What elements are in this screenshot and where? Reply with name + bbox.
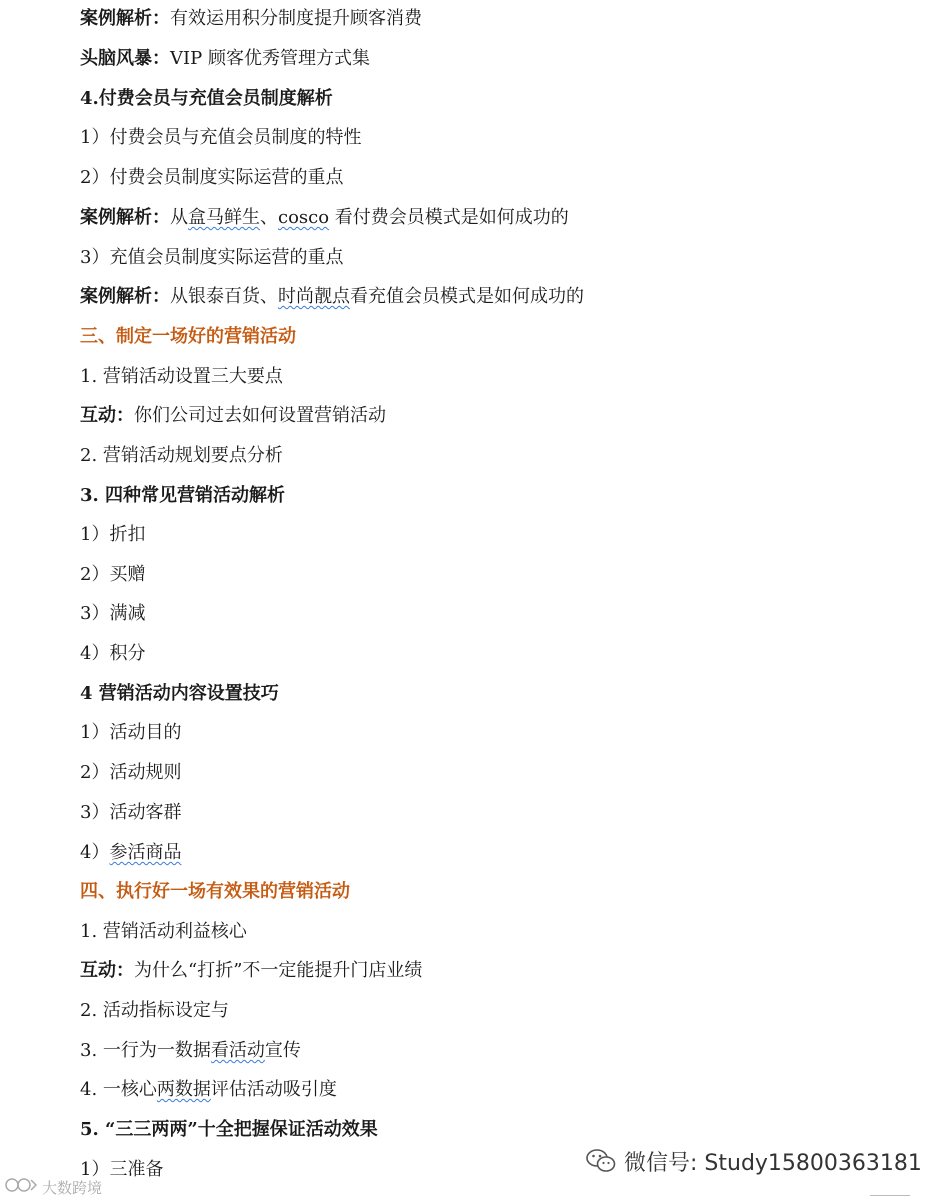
line-text: 有效运用积分制度提升顾客消费 xyxy=(170,8,422,29)
line-text: 3. 一行为一数据 xyxy=(80,1040,211,1061)
line-prefix: 案例解析： xyxy=(80,286,170,307)
list-item: 2）活动规则 xyxy=(80,762,182,783)
line-text: 评估活动吸引度 xyxy=(210,1079,337,1100)
line-text: 看付费会员模式是如何成功的 xyxy=(329,207,569,228)
subheading: 4.付费会员与充值会员制度解析 xyxy=(80,88,333,109)
spellcheck-word: 看活动 xyxy=(210,1040,265,1061)
wechat-watermark xyxy=(586,1146,922,1176)
list-item: 3）满减 xyxy=(80,603,146,624)
list-item xyxy=(80,841,181,865)
section-heading: 四、执行好一场有效果的营销活动 xyxy=(80,881,350,902)
list-item: 2）买赠 xyxy=(80,564,146,585)
corner-logo xyxy=(4,1176,102,1198)
list-item xyxy=(80,1078,337,1102)
spellcheck-word: 盒马鲜生 xyxy=(188,207,260,228)
case-analysis-line xyxy=(80,206,569,230)
list-item: 1）活动目的 xyxy=(80,722,182,743)
line-prefix: 互动： xyxy=(80,960,134,981)
list-item xyxy=(80,1039,301,1063)
line-prefix: 互动： xyxy=(80,405,134,426)
spellcheck-word: cosco xyxy=(278,207,330,228)
subheading: 3. 四种常见营销活动解析 xyxy=(80,485,286,506)
wechat-icon xyxy=(586,1148,616,1174)
line-prefix: 头脑风暴： xyxy=(80,48,170,69)
section-heading: 三、制定一场好的营销活动 xyxy=(80,326,296,347)
wechat-id-label: 微信号: Study15800363181 xyxy=(624,1150,922,1176)
line-text: 4） xyxy=(80,842,110,863)
line-text: 、 xyxy=(260,207,278,228)
list-item: 2. 营销活动规划要点分析 xyxy=(80,445,283,466)
interaction-line xyxy=(80,959,422,983)
list-item: 1. 营销活动设置三大要点 xyxy=(80,366,283,387)
list-item: 1）三准备 xyxy=(80,1159,164,1180)
list-item: 1. 营销活动利益核心 xyxy=(80,921,247,942)
line-text: 宣传 xyxy=(264,1040,301,1061)
subheading: 4 营销活动内容设置技巧 xyxy=(80,683,279,704)
logo-icon xyxy=(4,1176,38,1198)
list-item: 3）活动客群 xyxy=(80,802,182,823)
list-item: 1）折扣 xyxy=(80,524,146,545)
interaction-line xyxy=(80,404,386,428)
page-corner-mark xyxy=(870,1195,910,1202)
line-text: 你们公司过去如何设置营销活动 xyxy=(134,405,386,426)
list-item: 4）积分 xyxy=(80,643,146,664)
logo-label: 大数跨境 xyxy=(42,1178,103,1197)
list-item: 2）付费会员制度实际运营的重点 xyxy=(80,167,344,188)
line-text: 看充值会员模式是如何成功的 xyxy=(350,286,584,307)
case-analysis-line xyxy=(80,285,584,309)
spellcheck-word: 参活商品 xyxy=(109,842,182,863)
list-item: 3）充值会员制度实际运营的重点 xyxy=(80,247,344,268)
line-prefix: 案例解析： xyxy=(80,8,170,29)
spellcheck-word: 时尚靓点 xyxy=(278,286,350,307)
case-analysis-line xyxy=(80,7,422,31)
line-text: 从 xyxy=(170,207,188,228)
line-prefix: 案例解析： xyxy=(80,207,170,228)
spellcheck-word: 两数据 xyxy=(156,1079,211,1100)
line-text: 从银泰百货、 xyxy=(170,286,278,307)
line-text: VIP 顾客优秀管理方式集 xyxy=(170,48,370,69)
subheading: 5. “三三两两”十全把握保证活动效果 xyxy=(80,1119,378,1140)
brainstorm-line xyxy=(80,47,370,71)
line-text: 4. 一核心 xyxy=(80,1079,157,1100)
line-text: 为什么“打折”不一定能提升门店业绩 xyxy=(134,960,423,981)
list-item: 2. 活动指标设定与 xyxy=(80,1000,229,1021)
list-item: 1）付费会员与充值会员制度的特性 xyxy=(80,127,362,148)
